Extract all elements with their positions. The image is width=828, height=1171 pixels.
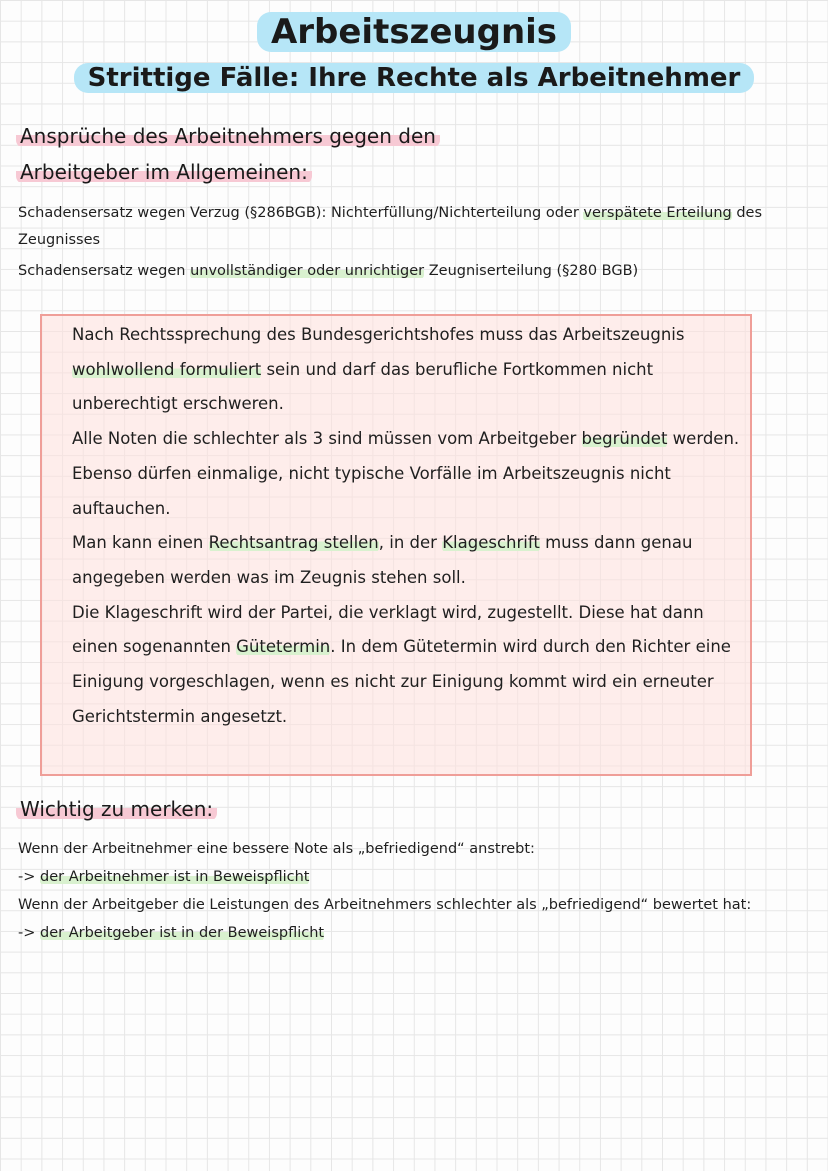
box-paragraph-grades (72, 422, 740, 457)
claim-item-incorrect (18, 258, 818, 285)
note-employee-result (18, 863, 818, 891)
box-p4-highlight-complaint: Klageschrift (442, 533, 540, 553)
box-p4-mid: , in der (378, 533, 443, 553)
claim-item-delay-highlight: verspätete Erteilung (583, 205, 732, 221)
box-paragraph-hearing (72, 596, 740, 735)
box-p4-highlight-motion: Rechtsantrag stellen (208, 533, 379, 553)
box-p5-end: . In dem Gütetermin wird durch den Richter eine Einigung vorgeschlagen, wenn es nicht zur Einigung kommt wird ein erneuter Gerichtstermin angesetzt. (72, 637, 731, 726)
arrow-employee: -> (18, 869, 40, 885)
claims-list (18, 200, 818, 289)
box-p1-text: Nach Rechtssprechung des Bundesgerichtshofes muss das Arbeitszeugnis (72, 325, 685, 344)
claims-heading (16, 118, 516, 190)
arrow-employer: -> (18, 925, 40, 941)
note-employer-result-text: der Arbeitgeber ist in der Beweispflicht (40, 925, 325, 941)
note-employer-condition: Wenn der Arbeitgeber die Leistungen des Arbeitnehmers schlechter als „befriedigend“ bewertet hat: (18, 897, 752, 913)
box-p2-text: Alle Noten die schlechter als 3 sind müssen vom Arbeitgeber (72, 429, 582, 449)
page-subtitle (0, 58, 828, 98)
box-p2-end: werden. (667, 429, 740, 449)
box-p5-highlight: Gütetermin (236, 637, 331, 657)
claim-item-incorrect-text: Schadensersatz wegen (18, 263, 191, 279)
box-p5-text: Die Klageschrift wird der Partei, die verklagt wird, zugestellt. Diese hat dann einen sogenannten (72, 602, 704, 657)
important-heading-text: Wichtig zu merken: (16, 797, 217, 821)
box-paragraph-motion (72, 526, 740, 595)
claim-item-delay-end: des Zeugnisses (18, 205, 763, 248)
claims-heading-line2: Arbeitgeber im Allgemeinen: (16, 160, 312, 184)
important-heading (16, 792, 217, 826)
case-law-box (40, 314, 752, 776)
box-p1-end: sein und darf das berufliche Fortkommen nicht unberechtigt erschweren. (72, 359, 654, 414)
box-p1-highlight: wohlwollend formuliert (72, 359, 262, 379)
claims-heading-line1: Ansprüche des Arbeitnehmers gegen den (16, 124, 440, 148)
box-p2-highlight: begründet (581, 429, 668, 449)
note-employee-condition: Wenn der Arbeitnehmer eine bessere Note als „befriedigend“ anstrebt: (18, 841, 535, 857)
important-notes (18, 835, 818, 947)
claim-item-delay (18, 200, 818, 254)
box-p4-end: muss dann genau angegeben werden was im Zeugnis stehen soll. (72, 533, 693, 587)
subtitle-text: Strittige Fälle: Ihre Rechte als Arbeitnehmer (74, 63, 755, 93)
claim-item-incorrect-end: Zeugniserteilung (§280 BGB) (424, 263, 639, 279)
box-paragraph-incidents: Ebenso dürfen einmalige, nicht typische Vorfälle im Arbeitszeugnis nicht auftauchen. (72, 463, 671, 518)
claim-item-incorrect-highlight: unvollständiger oder unrichtiger (190, 263, 425, 279)
box-paragraph-goodwill (72, 318, 740, 422)
page-title (0, 8, 828, 56)
note-employee-result-text: der Arbeitnehmer ist in Beweispflicht (40, 869, 310, 885)
note-employer-result (18, 919, 818, 947)
box-p4-text: Man kann einen (72, 533, 209, 553)
title-text: Arbeitszeugnis (257, 12, 571, 52)
claim-item-delay-text: Schadensersatz wegen Verzug (§286BGB): Nichterfüllung/Nichterteilung oder (18, 205, 584, 221)
